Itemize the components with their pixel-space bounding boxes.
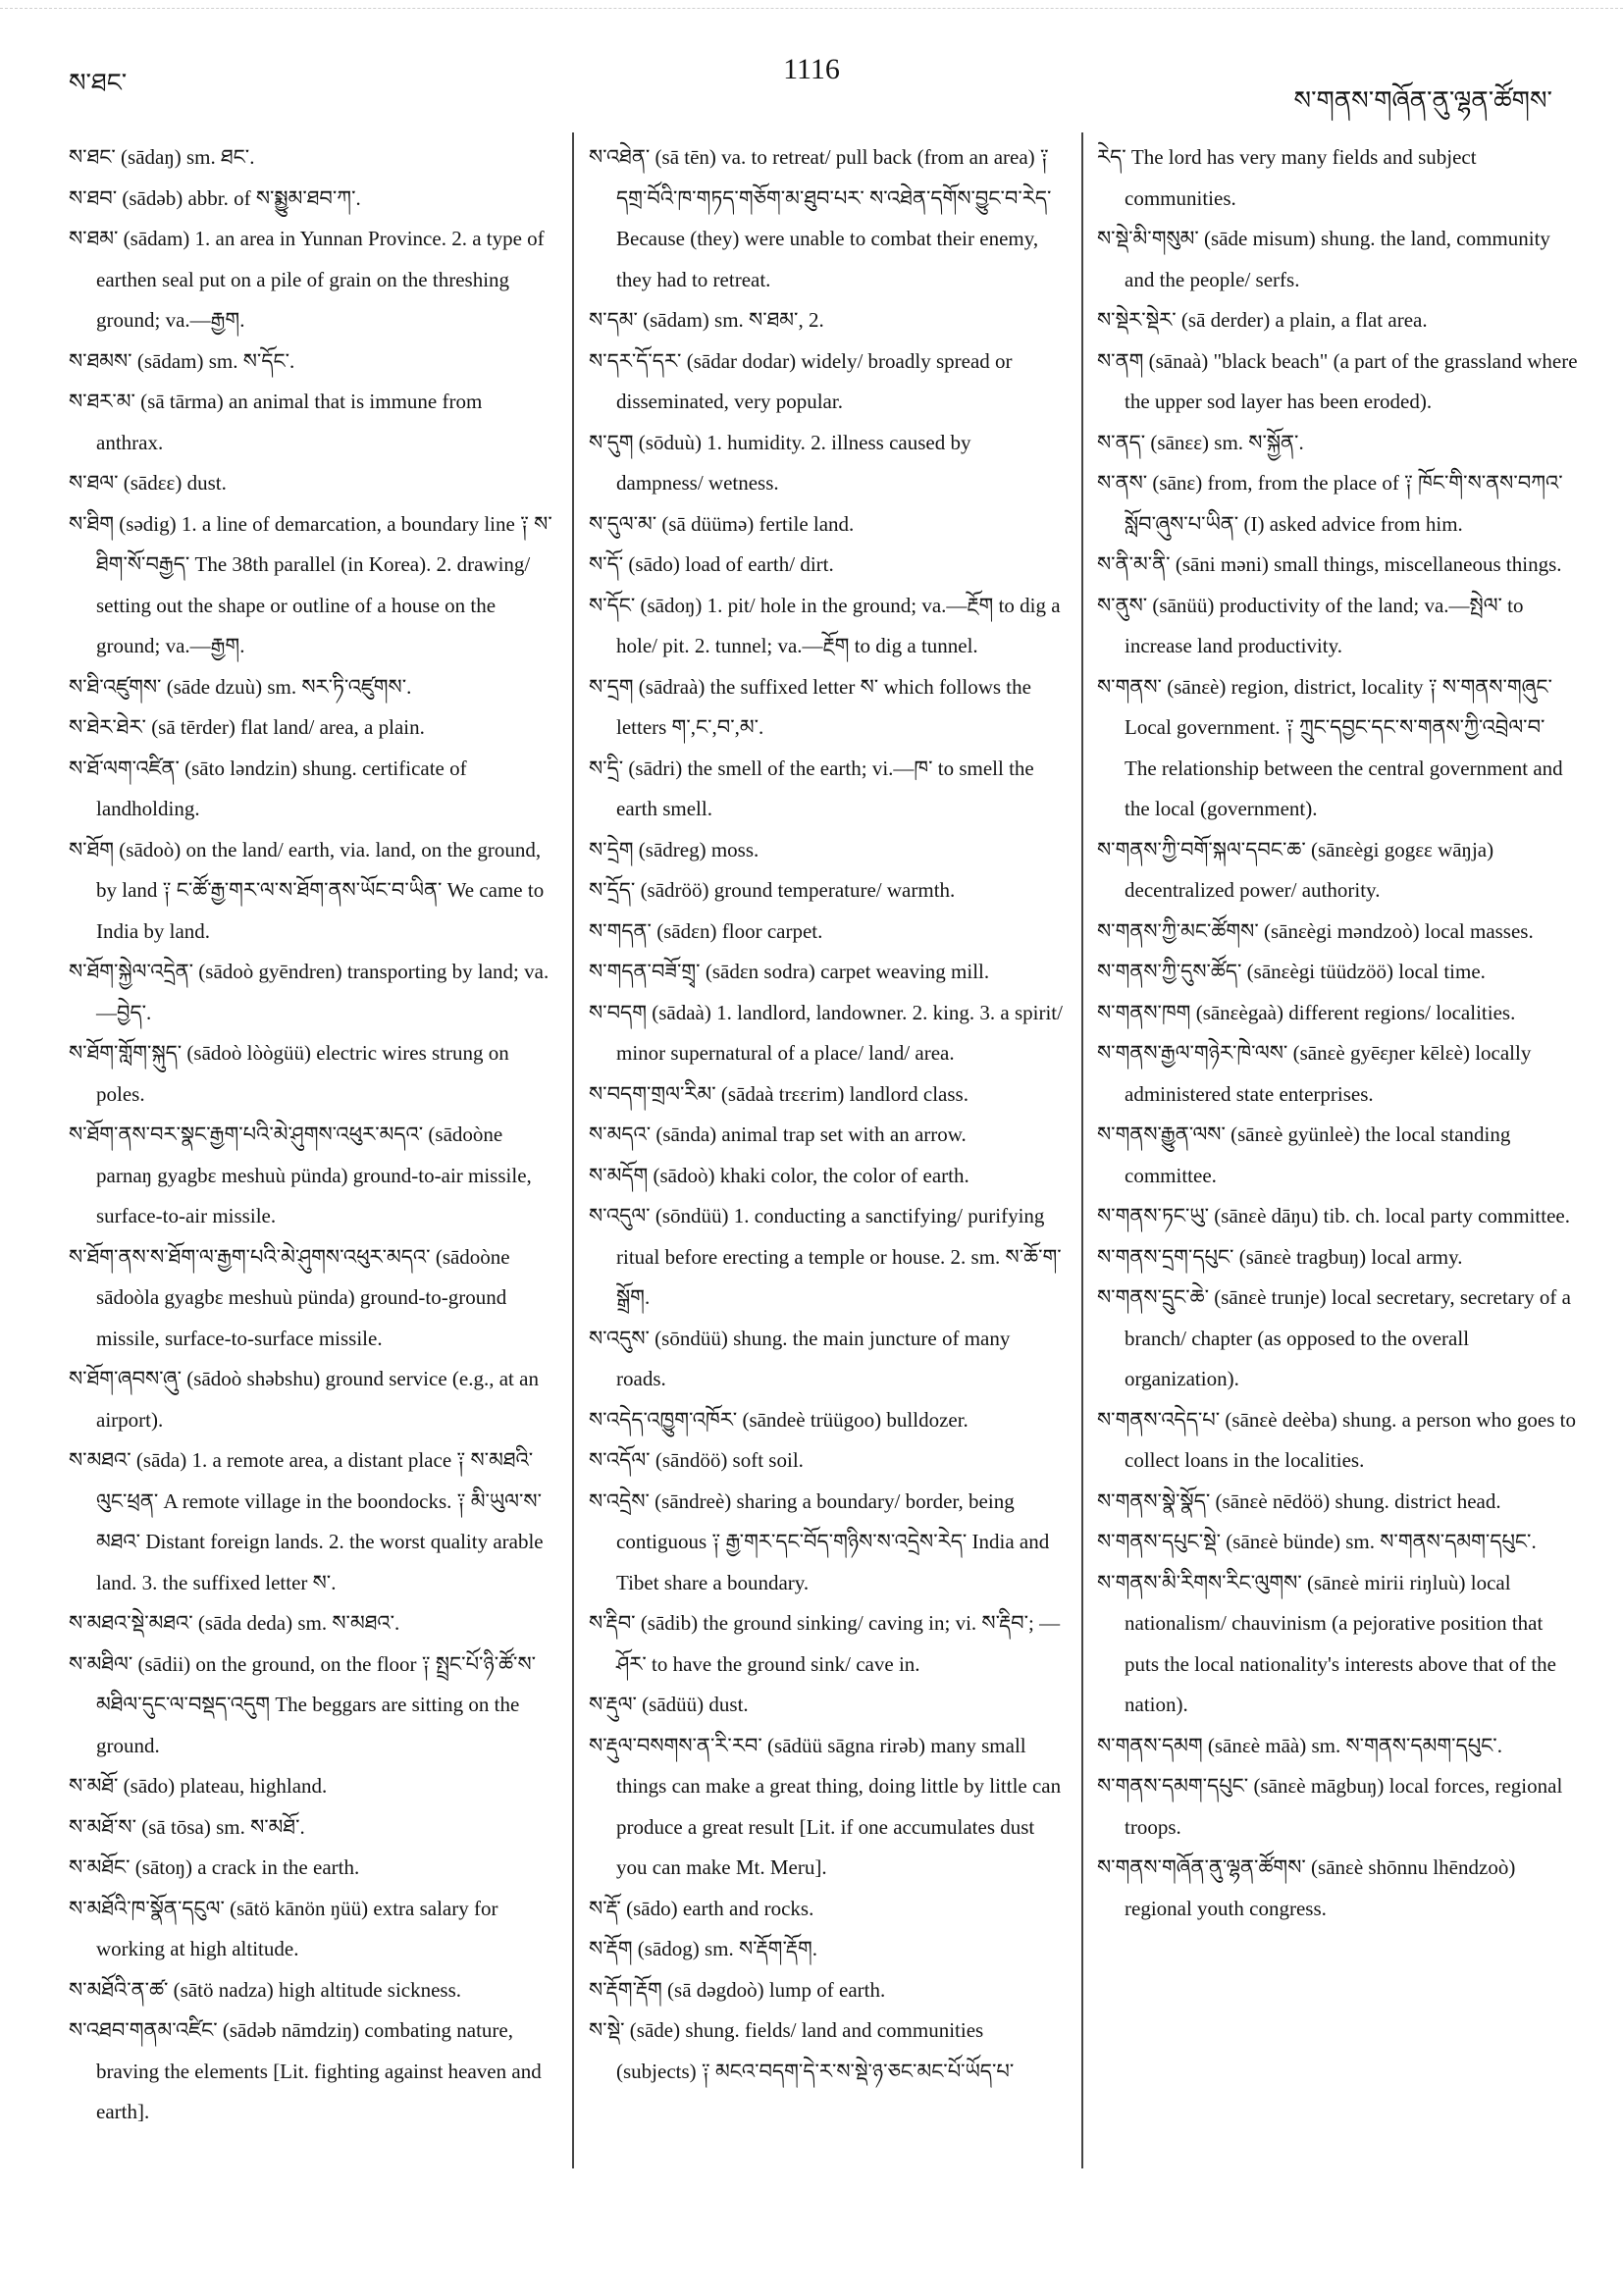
column-1: [69, 137, 553, 2133]
dictionary-entry: ས་ཐོག་ཞབས་ཞུ་ (sādoò shəbshu) ground service (e.g., at an airport).: [69, 1367, 539, 1432]
dictionary-entry: ས་གནས་ཏང་ཡུ་ (sānɛè dāŋu) tib. ch. local party committee.: [1097, 1204, 1570, 1227]
dictionary-entry: ས་གནས་ཀྱི་དུས་ཚོད་ (sānɛègi tüüdzöö) local time.: [1097, 960, 1486, 983]
dictionary-entry: ས་བདག་གྲལ་རིམ་ (sādaà trɛɛrim) landlord class.: [589, 1081, 969, 1106]
column-rule-2: [1081, 132, 1083, 2168]
dictionary-entry: ས་ཐོག (sādoò) on the land/ earth, via. land, on the ground, by land ༑ ང་ཚོ་རྒྱ་གར་ལ་ས་ཐོག་ནས་ཡོང་བ་ཡིན་ We came to India by land.: [69, 837, 545, 943]
dictionary-entry: ས་ཐེར་ཐེར་ (sā tērder) flat land/ area, a plain.: [69, 715, 425, 739]
dictionary-entry: ས་རྡུལ་བསགས་ན་རི་རབ་ (sādüü sāgna rirəb) many small things can make a great thing, doing little by little can produce a great result [Lit. if one accumulates dust you can make Mt. Meru].: [589, 1733, 1062, 1879]
dictionary-entry: ས་ནི་མ་ནི་ (sāni məni) small things, miscellaneous things.: [1097, 552, 1562, 576]
dictionary-entry: ས་གནས་མི་རིགས་རིང་ལུགས་ (sānɛè mirii riŋluù) local nationalism/ chauvinism (a pejorative position that puts the local nationality's interests above that of the nation).: [1097, 1570, 1557, 1716]
dictionary-entry: ས་གདན་བཟོ་གྲྭ་ (sādɛn sodra) carpet weaving mill.: [589, 960, 990, 983]
dictionary-entry: ས་རྡོག་རྡོག (sā dəgdoò) lump of earth.: [589, 1977, 886, 2002]
dictionary-entry: ས་བདག (sādaà) 1. landlord, landowner. 2. king. 3. a spirit/ minor supernatural of a place/ land/ area.: [589, 1000, 1063, 1065]
dictionary-entry: ས་སྡེ་ (sāde) shung. fields/ land and communities (subjects) ༑ མངའ་བདག་དེ་ར་ས་སྡེ་ཉ་ཅང་མང་པོ་ཡོད་པ་: [589, 2018, 1015, 2083]
dictionary-entry: ས་མཐའ་སྡེ་མཐའ་ (sāda deda) sm. ས་མཐའ་.: [69, 1611, 400, 1635]
dictionary-entry: ས་སྡེ་མི་གསུམ་ (sāde misum) shung. the land, community and the people/ serfs.: [1097, 227, 1550, 291]
page-number: 1116: [783, 53, 840, 85]
dictionary-entry: ས་རྡིབ་ (sādib) the ground sinking/ caving in; vi. ས་རྡིབ་; —ཤོར་ to have the ground sink/ cave in.: [589, 1611, 1061, 1676]
dictionary-entry: ས་དམ་ (sādam) sm. ས་ཐམ་, 2.: [589, 308, 824, 332]
dictionary-entry: ས་ནད་ (sānɛɛ) sm. ས་སྐྱོན་.: [1097, 430, 1304, 454]
dictionary-entry: ས་གནས་སྣེ་སྣོད་ (sānɛè nēdöö) shung. district head.: [1097, 1488, 1501, 1513]
dictionary-entry: ས་འདུས་ (sōndüü) shung. the main juncture of many roads.: [589, 1326, 1011, 1390]
dictionary-entry: ས་ཐོ་ལག་འཛིན་ (sāto ləndzin) shung. certificate of landholding.: [69, 756, 467, 820]
dictionary-entry: ས་ཐར་མ་ (sā tārma) an animal that is immune from anthrax.: [69, 390, 483, 454]
dictionary-entry: ས་ནག (sānaà) "black beach" (a part of the grassland where the upper sod layer has been eroded).: [1097, 348, 1578, 413]
dictionary-entry: ས་འདེད་འཁྱུག་འཁོར་ (sāndeè trüügoo) bulldozer.: [589, 1407, 969, 1432]
dictionary-entry: ས་མཐོའི་ཁ་སྣོན་དངུལ་ (sātö kānön ŋüü) extra salary for working at high altitude.: [69, 1896, 498, 1960]
dictionary-entry: ས་གནས་འདེད་པ་ (sānɛè deèba) shung. a person who goes to collect loans in the localities.: [1097, 1407, 1576, 1472]
dictionary-entry: ས་མཐོའི་ན་ཚ་ (sātö nadza) high altitude sickness.: [69, 1977, 462, 2002]
dictionary-entry: ས་གནས་དམག (sānɛè māà) sm. ས་གནས་དམག་དཔུང་.: [1097, 1733, 1502, 1757]
dictionary-entry: ས་མཐའ་ (sāda) 1. a remote area, a distant place ༑ ས་མཐའི་ལུང་ཕྲན་ A remote village in the boondocks. ༑ མི་ཡུལ་ས་མཐའ་ Distant foreign lands. 2. the worst quality arable land. 3. the suffixed letter ས་.: [69, 1448, 544, 1594]
dictionary-entry: ས་ཐམ་ (sādam) 1. an area in Yunnan Province. 2. a type of earthen seal put on a pile of grain on the threshing ground; va.—རྒྱག.: [69, 227, 545, 332]
dictionary-entry: ས་གནས་རྒྱུན་ལས་ (sānɛè gyünleè) the local standing committee.: [1097, 1122, 1511, 1187]
dictionary-entry: ས་གནས་དམག་དཔུང་ (sānɛè māgbuŋ) local forces, regional troops.: [1097, 1774, 1563, 1839]
dictionary-entry: ས་གདན་ (sādɛn) floor carpet.: [589, 918, 823, 943]
dictionary-entry: ས་གནས་ (sānɛè) region, district, locality ༑ ས་གནས་གཞུང་ Local government. ༑ ཀྲུང་དབྱང་དང་ས་གནས་ཀྱི་འབྲེལ་བ་ The relationship between the central government and the local (government).: [1097, 674, 1563, 820]
dictionary-entry: ས་དྲེག (sādreg) moss.: [589, 837, 759, 861]
dictionary-entry: ས་གནས་རྒྱལ་གཉེར་ཁེ་ལས་ (sānɛè gyēɛɲer kēlɛè) locally administered state enterprises.: [1097, 1041, 1532, 1106]
dictionary-entry: ས་དྲི་ (sādri) the smell of the earth; vi.—ཁ་ to smell the earth smell.: [589, 756, 1034, 820]
dictionary-entry: ས་འདུལ་ (sōndüü) 1. conducting a sanctifying/ purifying ritual before erecting a temple or house. 2. sm. ས་ཆོ་ག་སྒྲོག.: [589, 1204, 1062, 1309]
dictionary-entry: ས་དུལ་མ་ (sā düümə) fertile land.: [589, 511, 855, 536]
dictionary-entry: ས་དར་དོ་དར་ (sādar dodar) widely/ broadly spread or disseminated, very popular.: [589, 348, 1013, 413]
dictionary-entry: ས་མཐོ་ (sādo) plateau, highland.: [69, 1774, 328, 1798]
dictionary-entry: ས་དུག (sōduù) 1. humidity. 2. illness caused by dampness/ wetness.: [589, 430, 971, 495]
dictionary-entry: ས་རྡུལ་ (sādüü) dust.: [589, 1693, 749, 1716]
dictionary-entry: ས་གནས་དྲག་དཔུང་ (sānɛè tragbuŋ) local army.: [1097, 1244, 1463, 1269]
column-rule-1: [572, 132, 574, 2168]
dictionary-entry: ས་གནས་དཔུང་སྡེ་ (sānɛè bünde) sm. ས་གནས་དམག་དཔུང་.: [1097, 1530, 1537, 1553]
running-head-right: ས་གནས་གཞོན་ནུ་ལྷན་ཚོགས་: [1293, 86, 1552, 115]
dictionary-entry: ས་དོང་ (sādoŋ) 1. pit/ hole in the ground; va.—རྔོག to dig a hole/ pit. 2. tunnel; va.—རྔོག to dig a tunnel.: [589, 593, 1061, 657]
dictionary-entry: ས་ཐོག་གློག་སྐུད་ (sādoò lòògüü) electric wires strung on poles.: [69, 1041, 509, 1106]
top-scan-edge: [0, 8, 1623, 10]
dictionary-entry: ས་ཐང་ (sādaŋ) sm. ཐང་.: [69, 145, 255, 169]
dictionary-entry: ས་མཐོ་ས་ (sā tōsa) sm. ས་མཐོ་.: [69, 1814, 305, 1839]
dictionary-entry: ས་འདོལ་ (sāndöö) soft soil.: [589, 1448, 804, 1472]
dictionary-entry: ས་ཐི་འཛུགས་ (sāde dzuù) sm. སར་ཏི་འཛུགས་.: [69, 674, 412, 699]
dictionary-entry: ས་མཐོང་ (sātoŋ) a crack in the earth.: [69, 1855, 360, 1879]
dictionary-entry: ས་གནས་ཀྱི་བགོ་སྐལ་དབང་ཆ་ (sānɛègi gogɛɛ wāŋja) decentralized power/ authority.: [1097, 837, 1494, 902]
dictionary-entry: ས་ཐིག (sədig) 1. a line of demarcation, a boundary line ༑ ས་ཐིག་སོ་བརྒྱད་ The 38th parallel (in Korea). 2. drawing/ setting out the shape or outline of a house on the ground; va.—རྒྱག.: [69, 511, 552, 657]
dictionary-entry: ས་རྡོ་ (sādo) earth and rocks.: [589, 1896, 814, 1920]
dictionary-entry: ས་དྲག (sādraà) the suffixed letter ས་ which follows the letters ག་,ང་,བ་,མ་.: [589, 674, 1031, 739]
dictionary-entry: ས་གནས་ཁག (sānɛègaà) different regions/ localities.: [1097, 1000, 1516, 1024]
dictionary-entry: ས་ཐམས་ (sādam) sm. ས་དོང་.: [69, 348, 295, 373]
dictionary-entry: ས་ཐོག་ནས་ས་ཐོག་ལ་རྒྱག་པའི་མེ་ཤུགས་འཕུར་མདའ་ (sādoòne sādoòla gyagbɛ meshuù pünda) ground-to-ground missile, surface-to-surface missile.: [69, 1244, 510, 1350]
column-3: [1097, 137, 1578, 1929]
dictionary-entry: ས་འཐེན་ (sā tēn) va. to retreat/ pull back (from an area) ༑ དགྲ་བོའི་ཁ་གཏད་གཅོག་མ་ཐུབ་པར་ ས་འཐེན་དགོས་བྱུང་བ་རེད་ Because (they) were unable to combat their enemy, they had to retreat.: [589, 145, 1052, 291]
dictionary-entry: ས་མཐིལ་ (sādii) on the ground, on the floor ༑ སྤྲང་པོ་ཉི་ཚོ་ས་མཐིལ་དུང་ལ་བསྡད་འདུག The beggars are sitting on the ground.: [69, 1651, 537, 1757]
dictionary-entry: ས་ཐོག་སྐྱེལ་འདྲེན་ (sādoò gyēndren) transporting by land; va.—བྱེད་.: [69, 960, 550, 1024]
dictionary-entry: རེད་ The lord has very many fields and subject communities.: [1097, 145, 1477, 210]
dictionary-entry: ས་ཐབ་ (sādəb) abbr. of ས་སྨྱུམ་ཐབ་ཀ་.: [69, 185, 361, 210]
dictionary-entry: ས་སྡེར་སྡེར་ (sā derder) a plain, a flat area.: [1097, 308, 1428, 332]
dictionary-entry: ས་དོ་ (sādo) load of earth/ dirt.: [589, 552, 834, 576]
column-2: [589, 137, 1063, 2092]
dictionary-entry: ས་ཐོག་ནས་བར་སྣང་རྒྱག་པའི་མེ་ཤུགས་འཕུར་མདའ་ (sādoòne parnaŋ gyagbɛ meshuù pünda) ground-to-air missile, surface-to-air missile.: [69, 1122, 532, 1227]
dictionary-entry: ས་ནུས་ (sānüü) productivity of the land; va.—སྤེལ་ to increase land productivity.: [1097, 593, 1524, 657]
dictionary-entry: ས་འདྲེས་ (sāndreè) sharing a boundary/ border, being contiguous ༑ རྒྱ་གར་དང་བོད་གཉིས་ས་འདྲེས་རེད་ India and Tibet share a boundary.: [589, 1488, 1050, 1594]
dictionary-entry: ས་གནས་དྲུང་ཆེ་ (sānɛè trunje) local secretary, secretary of a branch/ chapter (as opposed to the overall organization).: [1097, 1285, 1571, 1390]
running-head-left: ས་ཐང་: [69, 69, 128, 97]
dictionary-entry: ས་རྡོག (sādog) sm. ས་རྡོག་རྡོག.: [589, 1937, 817, 1960]
dictionary-entry: ས་འཐབ་གནམ་འཛིང་ (sādəb nāmdziŋ) combating nature, braving the elements [Lit. fighting against heaven and earth].: [69, 2018, 542, 2123]
dictionary-entry: ས་གནས་ཀྱི་མང་ཚོགས་ (sānɛègi məndzoò) local masses.: [1097, 918, 1534, 943]
dictionary-entry: ས་ནས་ (sānɛ) from, from the place of ༑ ཁོང་གི་ས་ནས་བཀའ་སློབ་ཞུས་པ་ཡིན་ (I) asked advice from him.: [1097, 471, 1563, 536]
dictionary-entry: ས་མདའ་ (sānda) animal trap set with an arrow.: [589, 1122, 967, 1146]
dictionary-entry: ས་གནས་གཞོན་ནུ་ལྷན་ཚོགས་ (sānɛè shōnnu lhēndzoò) regional youth congress.: [1097, 1855, 1516, 1920]
dictionary-entry: ས་དྲོད་ (sādröö) ground temperature/ warmth.: [589, 878, 956, 902]
dictionary-entry: ས་ཐལ་ (sādɛɛ) dust.: [69, 471, 227, 495]
dictionary-entry: ས་མདོག (sādoò) khaki color, the color of earth.: [589, 1163, 969, 1187]
